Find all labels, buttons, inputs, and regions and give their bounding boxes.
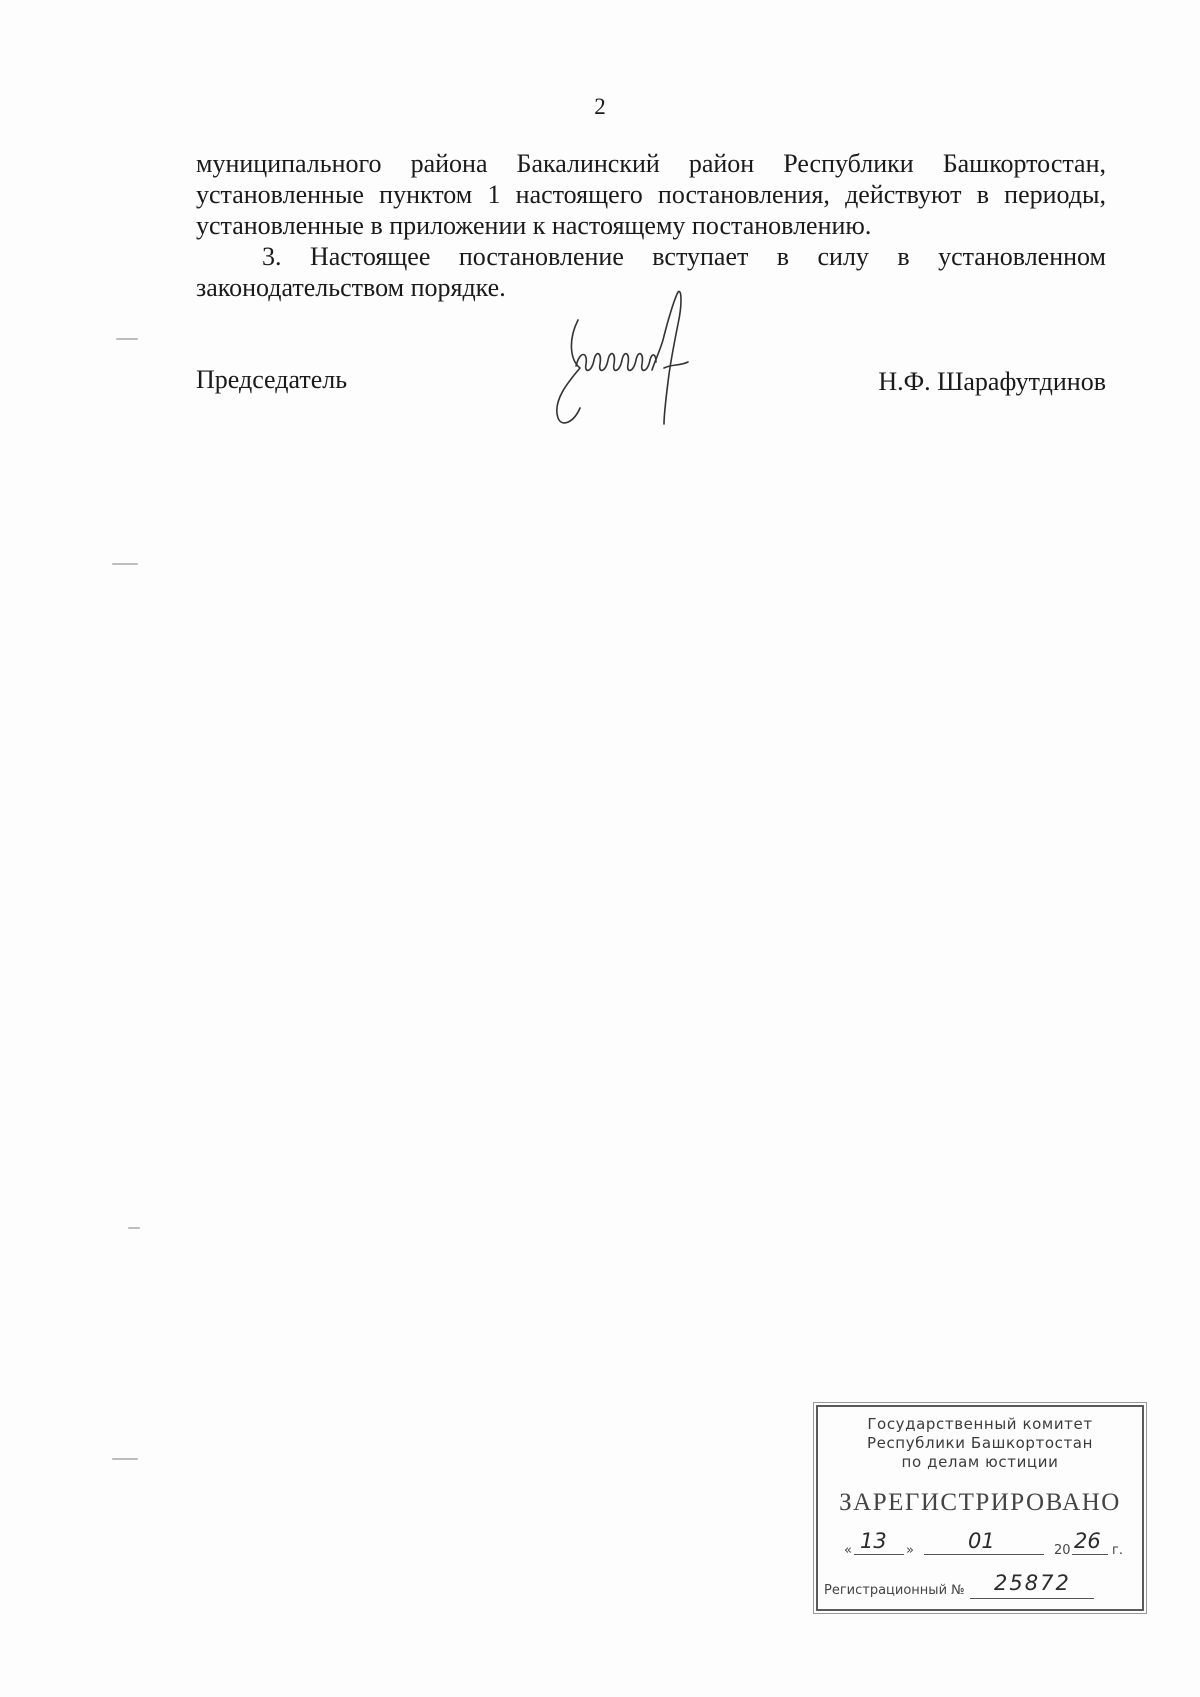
signatory-name: Н.Ф. Шарафутдинов <box>878 367 1106 396</box>
paragraph-effective-date: 3. Настоящее постановление вступает в силу в установленном законодательством порядке. <box>196 242 1106 302</box>
stamp-day-underline <box>854 1553 904 1555</box>
document-body <box>196 148 1106 303</box>
stamp-date <box>844 1531 1134 1563</box>
stamp-month-underline <box>924 1553 1044 1555</box>
stamp-open-quote: « <box>844 1543 852 1558</box>
scan-artifact <box>128 1227 140 1229</box>
scan-artifact <box>112 1458 138 1460</box>
paragraph-continuation: муниципального района Бакалинский район Республики Башкортостан, установленные пунктом 1 настоящего постановления, действуют в периоды, установленные в приложении к настоящему постановлению. <box>196 149 1106 240</box>
page-number: 2 <box>594 94 606 119</box>
stamp-organization <box>818 1415 1142 1472</box>
scan-artifact <box>112 563 138 565</box>
stamp-year: 26 <box>1074 1529 1101 1553</box>
stamp-reg-label: Регистрационный № <box>824 1583 965 1598</box>
stamp-reg-underline <box>970 1597 1094 1599</box>
stamp-registration-number <box>824 1571 1140 1605</box>
handwritten-signature <box>540 290 740 440</box>
stamp-status: ЗАРЕГИСТРИРОВАНО <box>839 1489 1121 1516</box>
stamp-day: 13 <box>860 1529 887 1553</box>
stamp-close-quote: » <box>906 1543 914 1558</box>
signatory-title: Председатель <box>196 365 348 394</box>
stamp-org-line: по делам юстиции <box>901 1453 1059 1471</box>
registration-stamp <box>816 1405 1144 1611</box>
stamp-org-line: Республики Башкортостан <box>866 1434 1094 1452</box>
stamp-reg-value: 25872 <box>994 1571 1071 1595</box>
stamp-year-suffix: г. <box>1112 1543 1123 1558</box>
scan-artifact <box>116 338 138 340</box>
stamp-month: 01 <box>968 1529 995 1553</box>
stamp-year-underline <box>1072 1553 1108 1555</box>
stamp-century: 20 <box>1054 1543 1071 1558</box>
stamp-org-line: Государственный комитет <box>867 1415 1093 1433</box>
